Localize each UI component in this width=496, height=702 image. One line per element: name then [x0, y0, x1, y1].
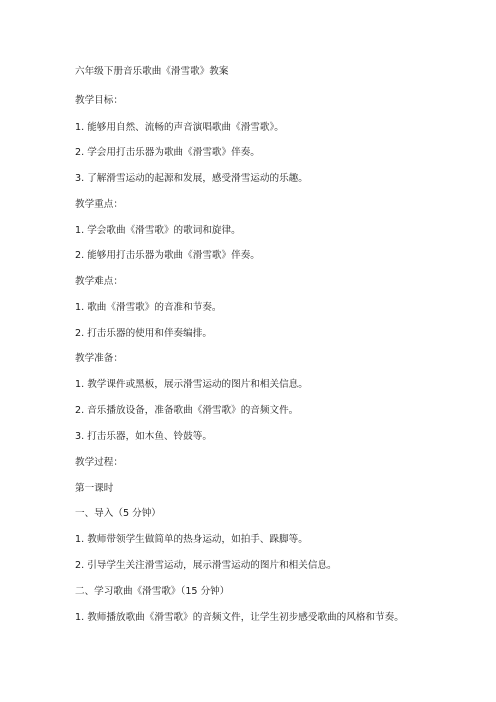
document-title: 六年级下册音乐歌曲《滑雪歌》教案 [75, 66, 229, 77]
text-line: 1. 教师带领学生做简单的热身运动，如拍手、跺脚等。 [75, 534, 308, 545]
section-heading: 教学目标： [75, 95, 123, 106]
text-line: 2. 引导学生关注滑雪运动，展示滑雪运动的图片和相关信息。 [75, 560, 337, 571]
text-line: 2. 打击乐器的使用和伴奏编排。 [75, 328, 212, 339]
text-line: 1. 教学课件或黑板，展示滑雪运动的图片和相关信息。 [75, 379, 308, 390]
text-line: 2. 音乐播放设备，准备歌曲《滑雪歌》的音频文件。 [75, 405, 299, 416]
text-line: 1. 能够用自然、流畅的声音演唱歌曲《滑雪歌》。 [75, 122, 284, 133]
text-line: 3. 打击乐器，如木鱼、铃鼓等。 [75, 431, 212, 442]
section-heading: 教学准备： [75, 353, 123, 364]
section-heading: 教学难点： [75, 276, 123, 287]
text-line: 2. 学会用打击乐器为歌曲《滑雪歌》伴奏。 [75, 147, 260, 158]
text-line: 1. 歌曲《滑雪歌》的音准和节奏。 [75, 302, 222, 313]
text-line: 二、学习歌曲《滑雪歌》（15 分钟） [75, 586, 230, 597]
text-line: 3. 了解滑雪运动的起源和发展，感受滑雪运动的乐趣。 [75, 173, 308, 184]
text-line: 2. 能够用打击乐器为歌曲《滑雪歌》伴奏。 [75, 250, 260, 261]
text-line: 1. 教师播放歌曲《滑雪歌》的音频文件，让学生初步感受歌曲的风格和节奏。 [75, 612, 404, 623]
text-line: 1. 学会歌曲《滑雪歌》的歌词和旋律。 [75, 225, 241, 236]
text-line: 一、导入（5 分钟） [75, 508, 161, 519]
section-heading: 教学重点： [75, 199, 123, 210]
section-heading: 教学过程： [75, 457, 123, 468]
text-line: 第一课时 [75, 483, 114, 494]
